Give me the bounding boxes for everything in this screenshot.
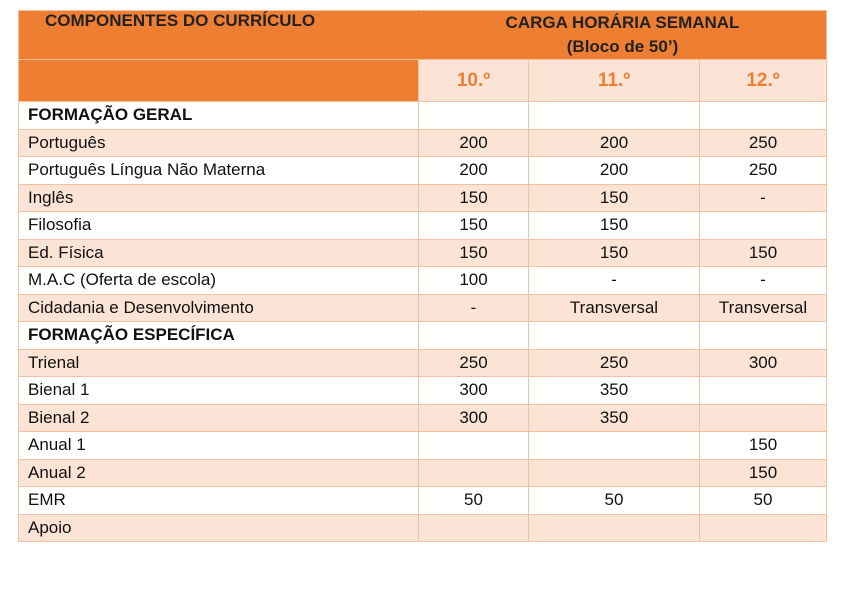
hours-11 bbox=[529, 459, 700, 487]
hours-11: Transversal bbox=[529, 294, 700, 322]
year-10-header: 10.º bbox=[419, 60, 529, 102]
hours-12 bbox=[700, 377, 827, 405]
subject-name: EMR bbox=[19, 487, 419, 515]
hours-12: Transversal bbox=[700, 294, 827, 322]
table-row bbox=[19, 184, 827, 212]
hours-10 bbox=[419, 459, 529, 487]
table-row bbox=[19, 514, 827, 542]
hours-10: 200 bbox=[419, 157, 529, 185]
hours-10: 300 bbox=[419, 377, 529, 405]
hours-10: - bbox=[419, 294, 529, 322]
table-row bbox=[19, 294, 827, 322]
hours-10 bbox=[419, 432, 529, 460]
hours-11: - bbox=[529, 267, 700, 295]
curriculum-table bbox=[18, 10, 827, 542]
hours-10: 250 bbox=[419, 349, 529, 377]
section-especifica: FORMAÇÃO ESPECÍFICA bbox=[19, 322, 419, 350]
hours-12 bbox=[700, 514, 827, 542]
hours-12: 300 bbox=[700, 349, 827, 377]
subject-name: Português bbox=[19, 129, 419, 157]
hours-12: 250 bbox=[700, 157, 827, 185]
hours-11: 150 bbox=[529, 184, 700, 212]
hours-11: 50 bbox=[529, 487, 700, 515]
hours-12: 150 bbox=[700, 432, 827, 460]
hours-10 bbox=[419, 514, 529, 542]
table-row bbox=[19, 239, 827, 267]
year-11-header: 11.º bbox=[529, 60, 700, 102]
subject-name: Bienal 2 bbox=[19, 404, 419, 432]
year-header-row bbox=[19, 60, 827, 102]
section-geral: FORMAÇÃO GERAL bbox=[19, 102, 419, 130]
table-row bbox=[19, 377, 827, 405]
hours-11: 150 bbox=[529, 212, 700, 240]
table-row bbox=[19, 404, 827, 432]
subject-name: Filosofia bbox=[19, 212, 419, 240]
subject-name: Cidadania e Desenvolvimento bbox=[19, 294, 419, 322]
subject-name: Trienal bbox=[19, 349, 419, 377]
header-spacer bbox=[19, 60, 419, 102]
hours-11: 350 bbox=[529, 404, 700, 432]
especifica-rows bbox=[19, 349, 827, 542]
subject-name: Anual 2 bbox=[19, 459, 419, 487]
hours-10: 100 bbox=[419, 267, 529, 295]
hours-12: 150 bbox=[700, 239, 827, 267]
subject-name: Bienal 1 bbox=[19, 377, 419, 405]
table-row bbox=[19, 267, 827, 295]
table-row bbox=[19, 459, 827, 487]
geral-rows bbox=[19, 129, 827, 322]
hours-10: 50 bbox=[419, 487, 529, 515]
hours-12 bbox=[700, 212, 827, 240]
hours-11: 200 bbox=[529, 129, 700, 157]
subject-name: Apoio bbox=[19, 514, 419, 542]
hours-12: - bbox=[700, 267, 827, 295]
block-subtitle: (Bloco de 50’) bbox=[566, 37, 679, 56]
hours-10: 150 bbox=[419, 212, 529, 240]
hours-12: - bbox=[700, 184, 827, 212]
hours-12: 50 bbox=[700, 487, 827, 515]
subject-name: Anual 1 bbox=[19, 432, 419, 460]
hours-10: 200 bbox=[419, 129, 529, 157]
subject-name: Português Língua Não Materna bbox=[19, 157, 419, 185]
hours-11: 150 bbox=[529, 239, 700, 267]
subject-name: Ed. Física bbox=[19, 239, 419, 267]
hours-10: 150 bbox=[419, 184, 529, 212]
table-row bbox=[19, 349, 827, 377]
components-header: COMPONENTES DO CURRÍCULO bbox=[19, 11, 419, 60]
hours-11: 250 bbox=[529, 349, 700, 377]
subject-name: M.A.C (Oferta de escola) bbox=[19, 267, 419, 295]
hours-11 bbox=[529, 432, 700, 460]
hours-12: 250 bbox=[700, 129, 827, 157]
hours-10: 150 bbox=[419, 239, 529, 267]
subject-name: Inglês bbox=[19, 184, 419, 212]
weekly-hours-title: CARGA HORÁRIA SEMANAL bbox=[505, 13, 740, 32]
table-row bbox=[19, 432, 827, 460]
hours-11: 350 bbox=[529, 377, 700, 405]
table-row bbox=[19, 212, 827, 240]
hours-12: 150 bbox=[700, 459, 827, 487]
table-row bbox=[19, 487, 827, 515]
hours-11: 200 bbox=[529, 157, 700, 185]
hours-12 bbox=[700, 404, 827, 432]
weekly-hours-header bbox=[419, 11, 827, 60]
section-row bbox=[19, 102, 827, 130]
hours-11 bbox=[529, 514, 700, 542]
section-row bbox=[19, 322, 827, 350]
header-row bbox=[19, 11, 827, 60]
hours-10: 300 bbox=[419, 404, 529, 432]
table-row bbox=[19, 129, 827, 157]
year-12-header: 12.º bbox=[700, 60, 827, 102]
table-row bbox=[19, 157, 827, 185]
